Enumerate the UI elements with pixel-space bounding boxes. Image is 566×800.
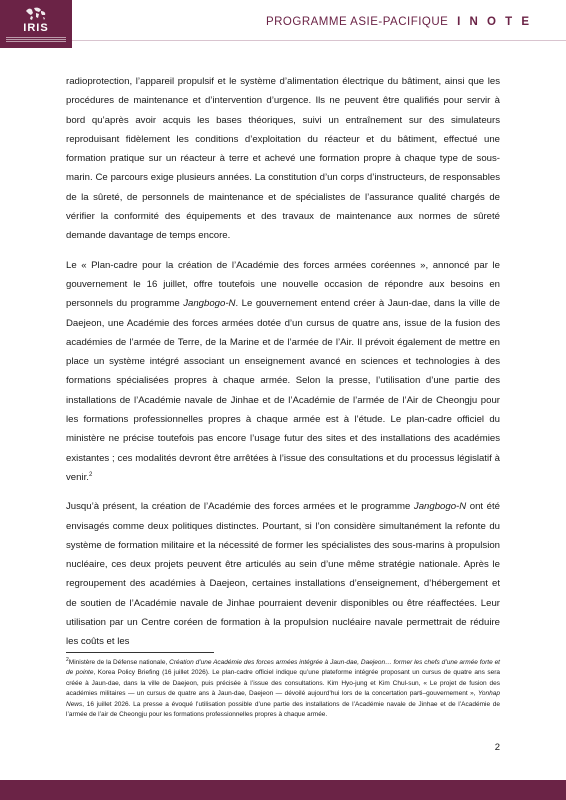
logo-wordmark: IRIS (23, 22, 49, 34)
iris-logo (0, 0, 72, 48)
programme-name: PROGRAMME ASIE-PACIFIQUE (265, 16, 449, 28)
page-number: 2 (494, 742, 500, 753)
title-separator: I (457, 16, 461, 28)
program-name: Jangbogo-N (183, 298, 236, 310)
paragraph-2: Le « Plan-cadre pour la création de l’Académie des forces armées coréennes », annoncé par le gouvernement le 16 juillet, offre toutefois une nouvelle occasion de répondre aux besoins en personnels du programme Jangbogo-N. Le gouvernement entend créer à Jaun-dae, dans la ville de Daejeon, une Académie des forces armées dotée d’un cursus de quatre ans, issue de la fusion des académies de l’armée de Terre, de la Marine et de l’armée de l’Air. Il prévoit également de mettre en place un système intégré associant un enseignement avancé en sciences et technologies à des formations spécialisées propres à chaque armée. Selon la presse, l’utilisation d’une partie des installations de l’Académie navale de Jinhae et de l’Académie de l’armée de l’Air de Cheongju pour les formations professionnelles propres à chaque armée est à l’étude. Le plan-cadre officiel du ministère ne précise toutefois pas encore l’usage futur des sites et des installations des académies existantes ; ces modalités devront être arrêtées à l’issue des consultations et du processus législatif à venir.$^2$ (66, 259, 500, 483)
page-header (0, 0, 566, 48)
footnote-number: 2 (66, 656, 69, 663)
header-divider (72, 40, 566, 41)
page-footer (0, 780, 566, 800)
footnote-divider (66, 652, 214, 653)
footnote-ref[interactable]: 2 (88, 471, 93, 478)
program-name: Jangbogo-N (413, 501, 467, 513)
footnote: $^2$Ministère de la Défense nationale, Création d’une Académie des forces armées intégrée à Jaun-dae, Daejeon… former les chefs d’une armée forte et de pointe, Korea Policy Briefing (16 juillet 2026). Le plan-cadre officiel indique qu’une plateforme intégrée proposant un cursus de quatre ans sera créée à Jaun-dae, dans la ville de Daejeon, puis précisée à l’issue des consultations. Kim Hyo-jung et Kim Chul-sun, « Le projet de fusion des académies militaires — un cursus de quatre ans à Jaun-dae, Daejeon — dévoilé aujourd’hui lors de la concertation parti–gouvernement », Yonhap News, 16 juillet 2026. La presse a évoqué l’utilisation possible d’une partie des installations de l’Académie navale de Jinhae et de l’Académie de l’armée de l’air de Cheongju pour les formations professionnelles propres à chaque armée. (66, 656, 500, 719)
logo-subtitle-lines (6, 37, 66, 43)
world-map-icon (24, 5, 48, 23)
document-type: N O T E (469, 16, 532, 28)
programme-title (266, 16, 532, 28)
paragraph-1: radioprotection, l’appareil propulsif et le système d’alimentation électrique du bâtiment, ainsi que les procédures de maintenance et d’intervention d’urgence. Ils ne peuvent être qualifiés pour servir à bord qu’après avoir acquis les bases théoriques, suivi un entraînement sur des simulateurs reproduisant fidèlement les conditions d’exploitation du réacteur et du bâtiment, effectué une formation pratique sur un réacteur à terre et achevé une formation propre à chaque type de sous-marin. Ce parcours exige plusieurs années. La constitution d’un corps d’instructeurs, de responsables de la sûreté, de personnels de maintenance et de spécialistes de l’assurance qualité chargés de vérifier la conformité des équipements et des travaux de maintenance aux normes de sûreté demande davantage de temps encore. (66, 76, 500, 242)
body-text (66, 72, 500, 662)
paragraph-3: Jusqu’à présent, la création de l’Académie des forces armées et le programme Jangbogo-N ont été envisagés comme deux politiques distinctes. Pourtant, si l’on considère simultanément la refonte du système de formation militaire et la nécessité de former les spécialistes des sous-marins à propulsion nucléaire, ces deux projets peuvent être articulés au sein d’une même stratégie nationale. Après le regroupement des académies à Daejeon, certaines installations d’enseignement, d’hébergement et de soutien de l’Académie navale de Jinhae pourraient devenir disponibles ou être réaffectées. Leur utilisation par un Centre coréen de formation à la propulsion nucléaire navale permettrait de réduire les coûts et les (66, 501, 500, 648)
